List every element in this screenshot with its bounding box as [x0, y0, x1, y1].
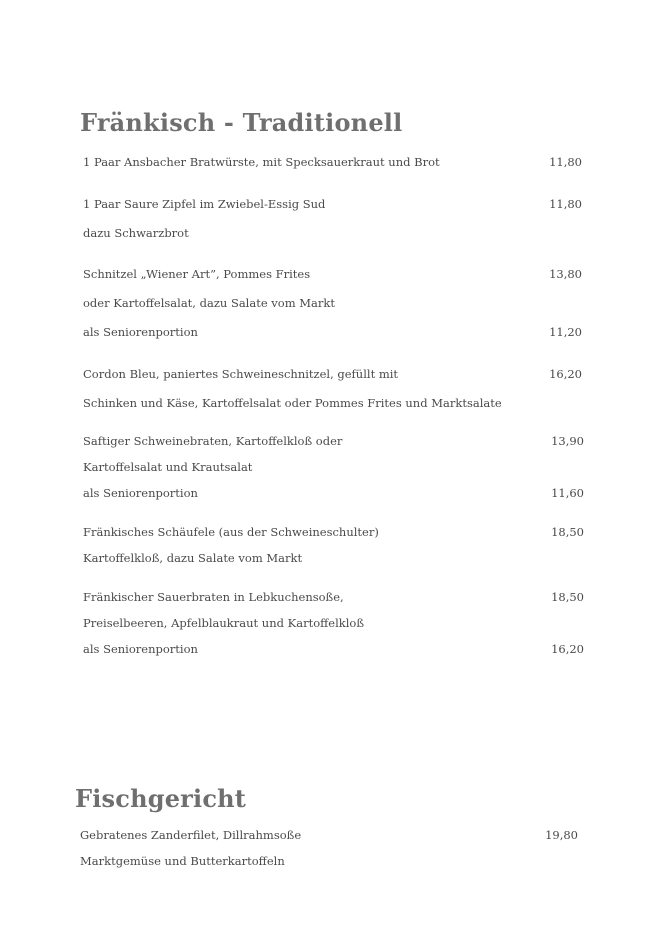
menu-item-saure-zipfel-price: 11,80 [549, 197, 582, 211]
menu-item-sauerbraten-senior-price: 16,20 [551, 642, 584, 656]
menu-item-schnitzel-price: 13,80 [549, 267, 582, 281]
menu-item-bratwurst-price: 11,80 [549, 155, 582, 169]
menu-item-sauerbraten-price: 18,50 [551, 590, 584, 604]
menu-item-schnitzel-senior-desc: als Seniorenportion [83, 325, 198, 339]
menu-item-bratwurst-desc: 1 Paar Ansbacher Bratwürste, mit Specksauerkraut und Brot [83, 155, 440, 169]
menu-item-zanderfilet-desc: Gebratenes Zanderfilet, Dillrahmsoße [80, 828, 302, 842]
menu-item-zanderfilet-desc-2: Marktgemüse und Butterkartoffeln [80, 854, 285, 868]
menu-item-schweinebraten-desc: Saftiger Schweinebraten, Kartoffelkloß oder [83, 434, 343, 448]
menu-item-zanderfilet-price: 19,80 [545, 828, 578, 842]
menu-item-schaeufele-price: 18,50 [551, 525, 584, 539]
menu-item-cordon-bleu-desc: Cordon Bleu, paniertes Schweineschnitzel, gefüllt mit [83, 367, 399, 381]
menu-item-schweinebraten-senior-desc: als Seniorenportion [83, 486, 198, 500]
menu-item-schaeufele-desc: Fränkisches Schäufele (aus der Schweineschulter) [83, 525, 379, 539]
menu-item-schweinebraten-price: 13,90 [551, 434, 584, 448]
menu-item-schnitzel-desc-2: oder Kartoffelsalat, dazu Salate vom Markt [83, 296, 336, 310]
menu-item-schweinebraten-desc-2: Kartoffelsalat und Krautsalat [83, 460, 253, 474]
menu-item-saure-zipfel-desc-2: dazu Schwarzbrot [83, 226, 189, 240]
section-title-fraenkisch: Fränkisch - Traditionell [80, 108, 403, 137]
menu-item-sauerbraten-desc: Fränkischer Sauerbraten in Lebkuchensoße, [83, 590, 344, 604]
menu-item-saure-zipfel-desc: 1 Paar Saure Zipfel im Zwiebel-Essig Sud [83, 197, 326, 211]
menu-item-schweinebraten-senior-price: 11,60 [551, 486, 584, 500]
section-title-fischgericht: Fischgericht [75, 784, 247, 813]
menu-item-cordon-bleu-price: 16,20 [549, 367, 582, 381]
menu-item-schaeufele-desc-2: Kartoffelkloß, dazu Salate vom Markt [83, 551, 303, 565]
menu-item-sauerbraten-desc-2: Preiselbeeren, Apfelblaukraut und Kartoffelkloß [83, 616, 365, 630]
menu-item-schnitzel-senior-price: 11,20 [549, 325, 582, 339]
menu-item-cordon-bleu-desc-2: Schinken und Käse, Kartoffelsalat oder Pommes Frites und Marktsalate [83, 396, 502, 410]
menu-item-schnitzel-desc: Schnitzel „Wiener Art”, Pommes Frites [83, 267, 311, 281]
menu-item-sauerbraten-senior-desc: als Seniorenportion [83, 642, 198, 656]
